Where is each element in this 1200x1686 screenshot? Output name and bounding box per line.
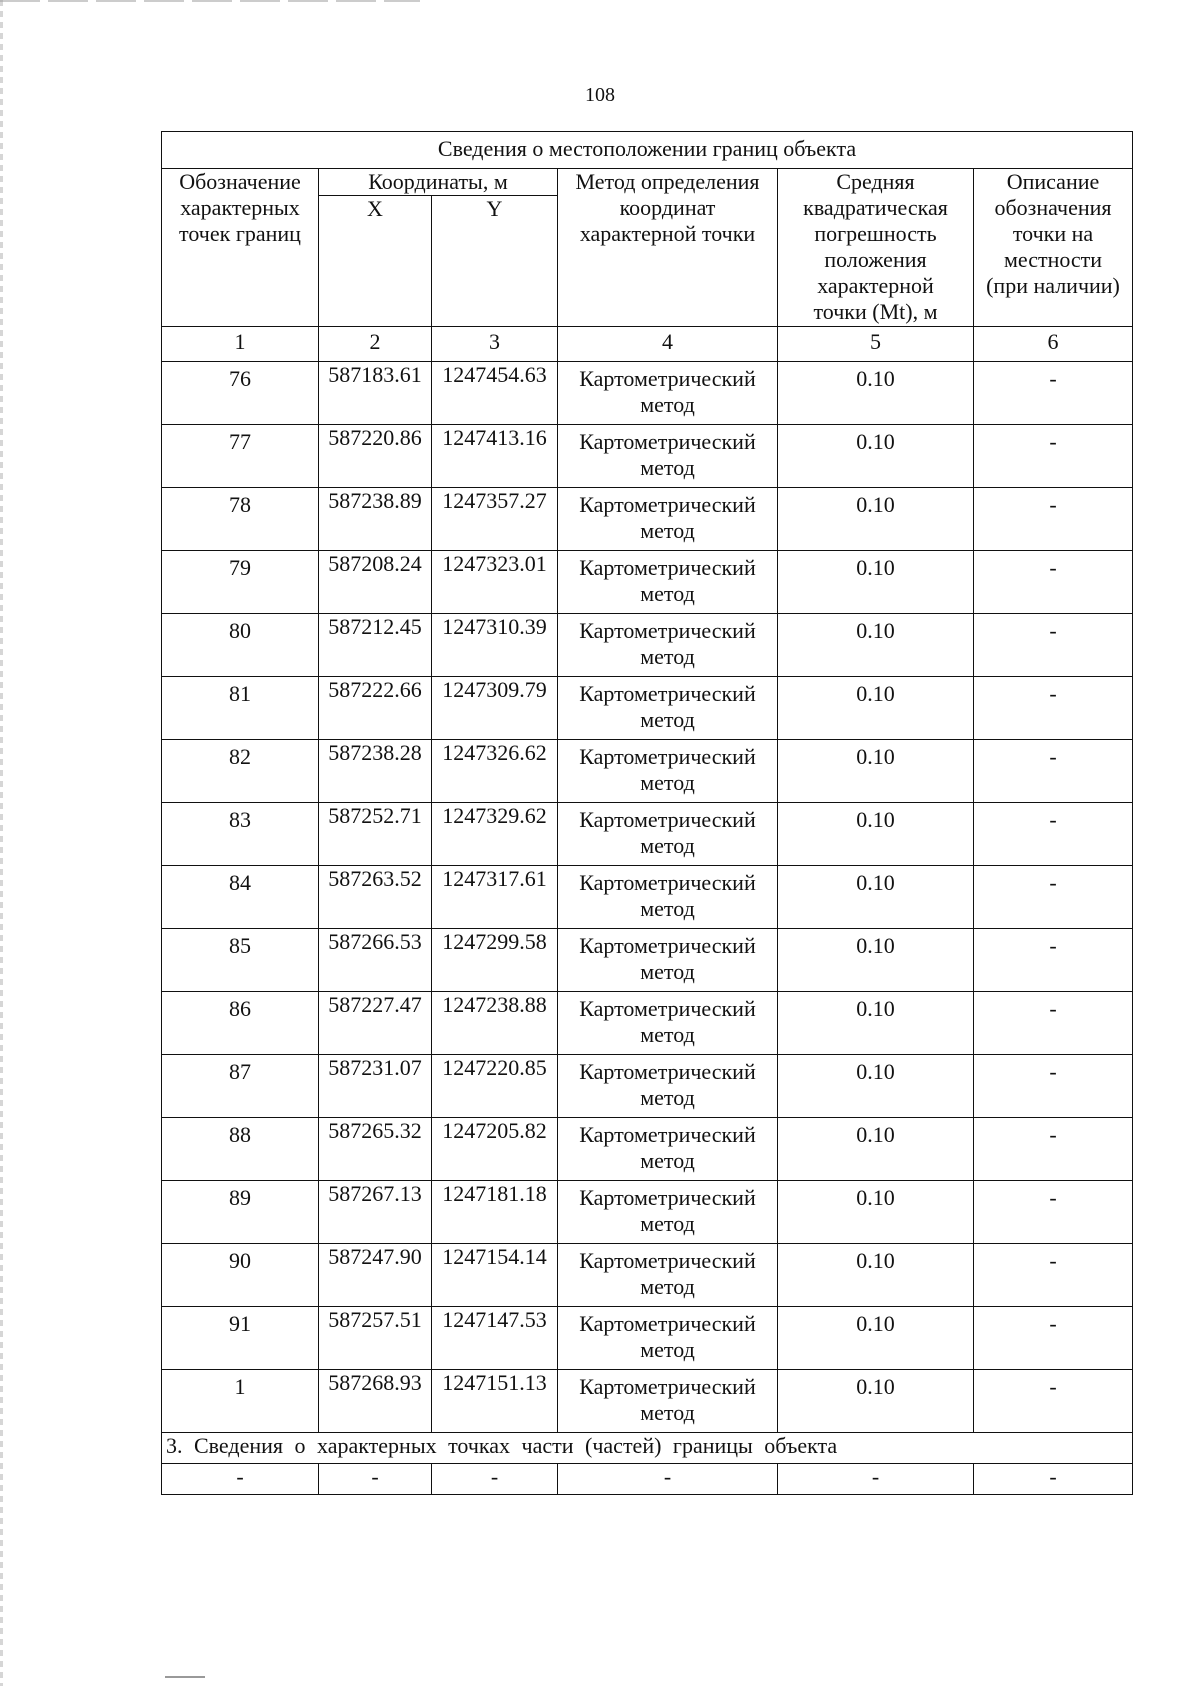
- mean-square-error: 0.10: [778, 362, 974, 425]
- header-coordinates: Координаты, м: [319, 169, 558, 196]
- coordinate-x: 587238.89: [319, 488, 432, 551]
- column-number: 2: [319, 327, 432, 362]
- coordinate-y: 1247147.53: [432, 1307, 558, 1370]
- header-description: Описание обозначения точки на местности (при наличии): [974, 169, 1133, 327]
- empty-value-dash: -: [778, 1464, 974, 1495]
- determination-method: Картометрический метод: [558, 740, 778, 803]
- column-number-row: [162, 327, 1133, 362]
- table-row: [162, 1181, 1133, 1244]
- coordinate-x: 587231.07: [319, 1055, 432, 1118]
- mean-square-error: 0.10: [778, 677, 974, 740]
- mean-square-error: 0.10: [778, 1244, 974, 1307]
- coordinate-x: 587222.66: [319, 677, 432, 740]
- point-description: -: [974, 614, 1133, 677]
- point-description: -: [974, 1244, 1133, 1307]
- point-description: -: [974, 803, 1133, 866]
- point-description: -: [974, 1307, 1133, 1370]
- table-title-row: [162, 132, 1133, 169]
- point-description: -: [974, 551, 1133, 614]
- mean-square-error: 0.10: [778, 992, 974, 1055]
- point-number: 81: [162, 677, 319, 740]
- determination-method: Картометрический метод: [558, 992, 778, 1055]
- table-row: [162, 1118, 1133, 1181]
- coordinate-y: 1247413.16: [432, 425, 558, 488]
- coordinate-y: 1247205.82: [432, 1118, 558, 1181]
- mean-square-error: 0.10: [778, 1118, 974, 1181]
- determination-method: Картометрический метод: [558, 1307, 778, 1370]
- empty-value-dash: -: [162, 1464, 319, 1495]
- column-number: 3: [432, 327, 558, 362]
- mean-square-error: 0.10: [778, 1307, 974, 1370]
- point-description: -: [974, 992, 1133, 1055]
- point-number: 83: [162, 803, 319, 866]
- mean-square-error: 0.10: [778, 803, 974, 866]
- coordinate-y: 1247317.61: [432, 866, 558, 929]
- table-row: [162, 488, 1133, 551]
- point-description: -: [974, 740, 1133, 803]
- point-description: -: [974, 1118, 1133, 1181]
- coordinate-y: 1247326.62: [432, 740, 558, 803]
- point-number: 91: [162, 1307, 319, 1370]
- coordinate-y: 1247309.79: [432, 677, 558, 740]
- table-row: [162, 866, 1133, 929]
- determination-method: Картометрический метод: [558, 866, 778, 929]
- coordinate-x: 587220.86: [319, 425, 432, 488]
- point-number: 76: [162, 362, 319, 425]
- point-number: 82: [162, 740, 319, 803]
- table-row: [162, 551, 1133, 614]
- determination-method: Картометрический метод: [558, 803, 778, 866]
- determination-method: Картометрический метод: [558, 677, 778, 740]
- point-number: 89: [162, 1181, 319, 1244]
- point-description: -: [974, 1055, 1133, 1118]
- section-3-title: 3. Сведения о характерных точках части (частей) границы объекта: [162, 1433, 1133, 1464]
- mean-square-error: 0.10: [778, 1370, 974, 1433]
- table-row: [162, 362, 1133, 425]
- table-row: [162, 1307, 1133, 1370]
- mean-square-error: 0.10: [778, 614, 974, 677]
- mean-square-error: 0.10: [778, 929, 974, 992]
- point-number: 86: [162, 992, 319, 1055]
- determination-method: Картометрический метод: [558, 362, 778, 425]
- point-description: -: [974, 488, 1133, 551]
- coordinate-x: 587208.24: [319, 551, 432, 614]
- boundary-coordinates-table: [161, 131, 1133, 1495]
- table-body: [162, 132, 1133, 1495]
- header-point-designation: Обозначение характерных точек границ: [162, 169, 319, 327]
- determination-method: Картометрический метод: [558, 929, 778, 992]
- table-row: [162, 992, 1133, 1055]
- point-number: 90: [162, 1244, 319, 1307]
- point-description: -: [974, 1370, 1133, 1433]
- table-row: [162, 803, 1133, 866]
- header-y: Y: [432, 196, 558, 327]
- determination-method: Картометрический метод: [558, 1244, 778, 1307]
- coordinate-y: 1247357.27: [432, 488, 558, 551]
- point-number: 87: [162, 1055, 319, 1118]
- mean-square-error: 0.10: [778, 1181, 974, 1244]
- coordinate-x: 587183.61: [319, 362, 432, 425]
- column-number: 5: [778, 327, 974, 362]
- empty-value-dash: -: [974, 1464, 1133, 1495]
- point-number: 78: [162, 488, 319, 551]
- table-row: [162, 1055, 1133, 1118]
- coordinate-x: 587266.53: [319, 929, 432, 992]
- empty-value-dash: -: [432, 1464, 558, 1495]
- coordinate-y: 1247151.13: [432, 1370, 558, 1433]
- header-row: [162, 169, 1133, 196]
- point-number: 1: [162, 1370, 319, 1433]
- point-number: 84: [162, 866, 319, 929]
- determination-method: Картометрический метод: [558, 1181, 778, 1244]
- point-description: -: [974, 677, 1133, 740]
- point-description: -: [974, 866, 1133, 929]
- table-row: [162, 614, 1133, 677]
- table-row: [162, 425, 1133, 488]
- column-number: 6: [974, 327, 1133, 362]
- header-x: X: [319, 196, 432, 327]
- point-number: 88: [162, 1118, 319, 1181]
- point-number: 80: [162, 614, 319, 677]
- table-row: [162, 677, 1133, 740]
- determination-method: Картометрический метод: [558, 614, 778, 677]
- point-number: 79: [162, 551, 319, 614]
- mean-square-error: 0.10: [778, 551, 974, 614]
- coordinate-y: 1247323.01: [432, 551, 558, 614]
- page-scan-edge: [0, 0, 3, 1686]
- coordinate-y: 1247238.88: [432, 992, 558, 1055]
- coordinate-x: 587268.93: [319, 1370, 432, 1433]
- determination-method: Картометрический метод: [558, 1370, 778, 1433]
- header-method: Метод определения координат характерной точки: [558, 169, 778, 327]
- determination-method: Картометрический метод: [558, 1118, 778, 1181]
- table-row: [162, 1244, 1133, 1307]
- empty-value-dash: -: [558, 1464, 778, 1495]
- determination-method: Картометрический метод: [558, 551, 778, 614]
- table-row: [162, 929, 1133, 992]
- coordinate-x: 587212.45: [319, 614, 432, 677]
- table-title: Сведения о местоположении границ объекта: [162, 132, 1133, 169]
- table-row: [162, 1370, 1133, 1433]
- coordinate-x: 587238.28: [319, 740, 432, 803]
- column-number: 1: [162, 327, 319, 362]
- empty-value-dash: -: [319, 1464, 432, 1495]
- page-number: 108: [585, 84, 615, 106]
- determination-method: Картометрический метод: [558, 425, 778, 488]
- page-scan-edge-top: [0, 0, 420, 2]
- section-3-row: [162, 1464, 1133, 1495]
- coordinate-y: 1247181.18: [432, 1181, 558, 1244]
- point-description: -: [974, 1181, 1133, 1244]
- table-row: [162, 740, 1133, 803]
- coordinate-y: 1247454.63: [432, 362, 558, 425]
- mean-square-error: 0.10: [778, 488, 974, 551]
- coordinate-y: 1247220.85: [432, 1055, 558, 1118]
- point-description: -: [974, 362, 1133, 425]
- coordinate-x: 587227.47: [319, 992, 432, 1055]
- coordinate-x: 587257.51: [319, 1307, 432, 1370]
- section-3-title-row: [162, 1433, 1133, 1464]
- page-footer-mark: [165, 1676, 205, 1684]
- mean-square-error: 0.10: [778, 866, 974, 929]
- coordinate-x: 587252.71: [319, 803, 432, 866]
- coordinate-x: 587247.90: [319, 1244, 432, 1307]
- point-description: -: [974, 425, 1133, 488]
- point-number: 85: [162, 929, 319, 992]
- mean-square-error: 0.10: [778, 425, 974, 488]
- coordinate-y: 1247329.62: [432, 803, 558, 866]
- coordinate-x: 587263.52: [319, 866, 432, 929]
- point-number: 77: [162, 425, 319, 488]
- mean-square-error: 0.10: [778, 740, 974, 803]
- point-description: -: [974, 929, 1133, 992]
- determination-method: Картометрический метод: [558, 1055, 778, 1118]
- coordinate-y: 1247154.14: [432, 1244, 558, 1307]
- coordinate-y: 1247310.39: [432, 614, 558, 677]
- coordinate-y: 1247299.58: [432, 929, 558, 992]
- coordinate-x: 587265.32: [319, 1118, 432, 1181]
- coordinate-x: 587267.13: [319, 1181, 432, 1244]
- determination-method: Картометрический метод: [558, 488, 778, 551]
- header-mean-square-error: Средняя квадратическая погрешность положения характерной точки (Mt), м: [778, 169, 974, 327]
- mean-square-error: 0.10: [778, 1055, 974, 1118]
- column-number: 4: [558, 327, 778, 362]
